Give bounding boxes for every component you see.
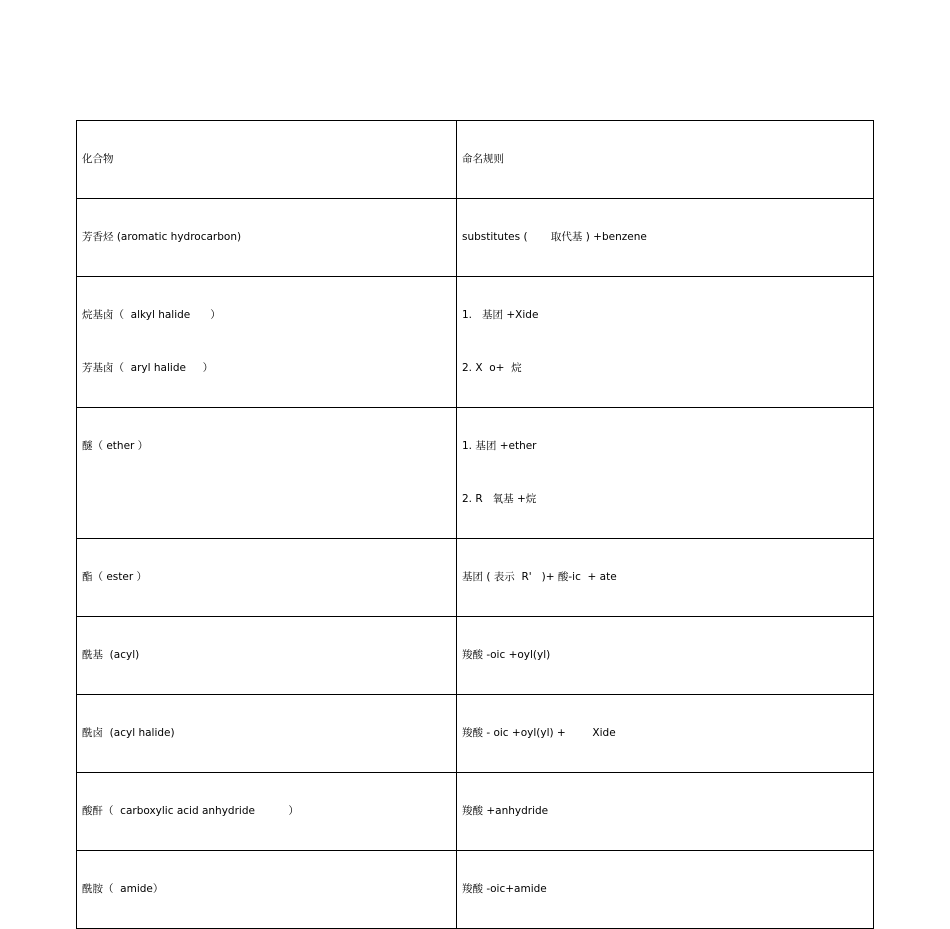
- compound-name: 醚（ ether ）: [82, 440, 149, 452]
- rule-cell: [457, 851, 874, 929]
- table-header-row: [77, 121, 874, 199]
- table-row: [77, 617, 874, 695]
- naming-rule: 1. 基团 +Xide: [462, 309, 539, 321]
- compound-name: 酰卤 (acyl halide): [82, 727, 175, 739]
- compound-cell: [77, 695, 457, 773]
- compound-name: 芳基卤（ aryl halide ）: [82, 362, 214, 374]
- naming-rule: 羧酸 -oic+amide: [462, 883, 547, 895]
- compound-cell: [77, 617, 457, 695]
- rule-cell: [457, 773, 874, 851]
- rule-cell: [457, 617, 874, 695]
- compound-cell: [77, 277, 457, 408]
- header-cell-compound: [77, 121, 457, 199]
- table-row: [77, 773, 874, 851]
- compound-name: 酰基 (acyl): [82, 649, 140, 661]
- table-row: [77, 199, 874, 277]
- rule-cell: [457, 277, 874, 408]
- table-row: [77, 695, 874, 773]
- compound-name: 芳香烃 (aromatic hydrocarbon): [82, 231, 242, 243]
- naming-rule: 羧酸 - oic +oyl(yl) + Xide: [462, 727, 616, 739]
- naming-rule: 基团 ( 表示 R' )+ 酸-ic + ate: [462, 571, 617, 583]
- naming-rule: 2. R 氧基 +烷: [462, 493, 537, 505]
- rule-cell: [457, 199, 874, 277]
- compound-cell: [77, 199, 457, 277]
- table-row: [77, 408, 874, 539]
- header-compound-label: 化合物: [82, 153, 114, 165]
- table-body: [77, 121, 874, 929]
- compound-cell: [77, 539, 457, 617]
- naming-rule: 羧酸 +anhydride: [462, 805, 549, 817]
- table-row: [77, 851, 874, 929]
- rule-cell: [457, 695, 874, 773]
- naming-rule: 1. 基团 +ether: [462, 440, 537, 452]
- naming-rules-table: [76, 120, 874, 929]
- naming-rule: 2. X o+ 烷: [462, 362, 522, 374]
- compound-cell: [77, 408, 457, 539]
- compound-cell: [77, 773, 457, 851]
- compound-name: 烷基卤（ alkyl halide ）: [82, 309, 221, 321]
- compound-name: 酸酐（ carboxylic acid anhydride ）: [82, 805, 299, 817]
- naming-rule: substitutes ( 取代基 ) +benzene: [462, 231, 647, 243]
- rule-cell: [457, 539, 874, 617]
- rule-cell: [457, 408, 874, 539]
- naming-rule: 羧酸 -oic +oyl(yl): [462, 649, 551, 661]
- compound-name: 酰胺（ amide）: [82, 883, 164, 895]
- compound-name: 酯（ ester ）: [82, 571, 147, 583]
- header-rule-label: 命名规则: [462, 153, 504, 165]
- compound-cell: [77, 851, 457, 929]
- table-row: [77, 539, 874, 617]
- header-cell-rule: [457, 121, 874, 199]
- table-row: [77, 277, 874, 408]
